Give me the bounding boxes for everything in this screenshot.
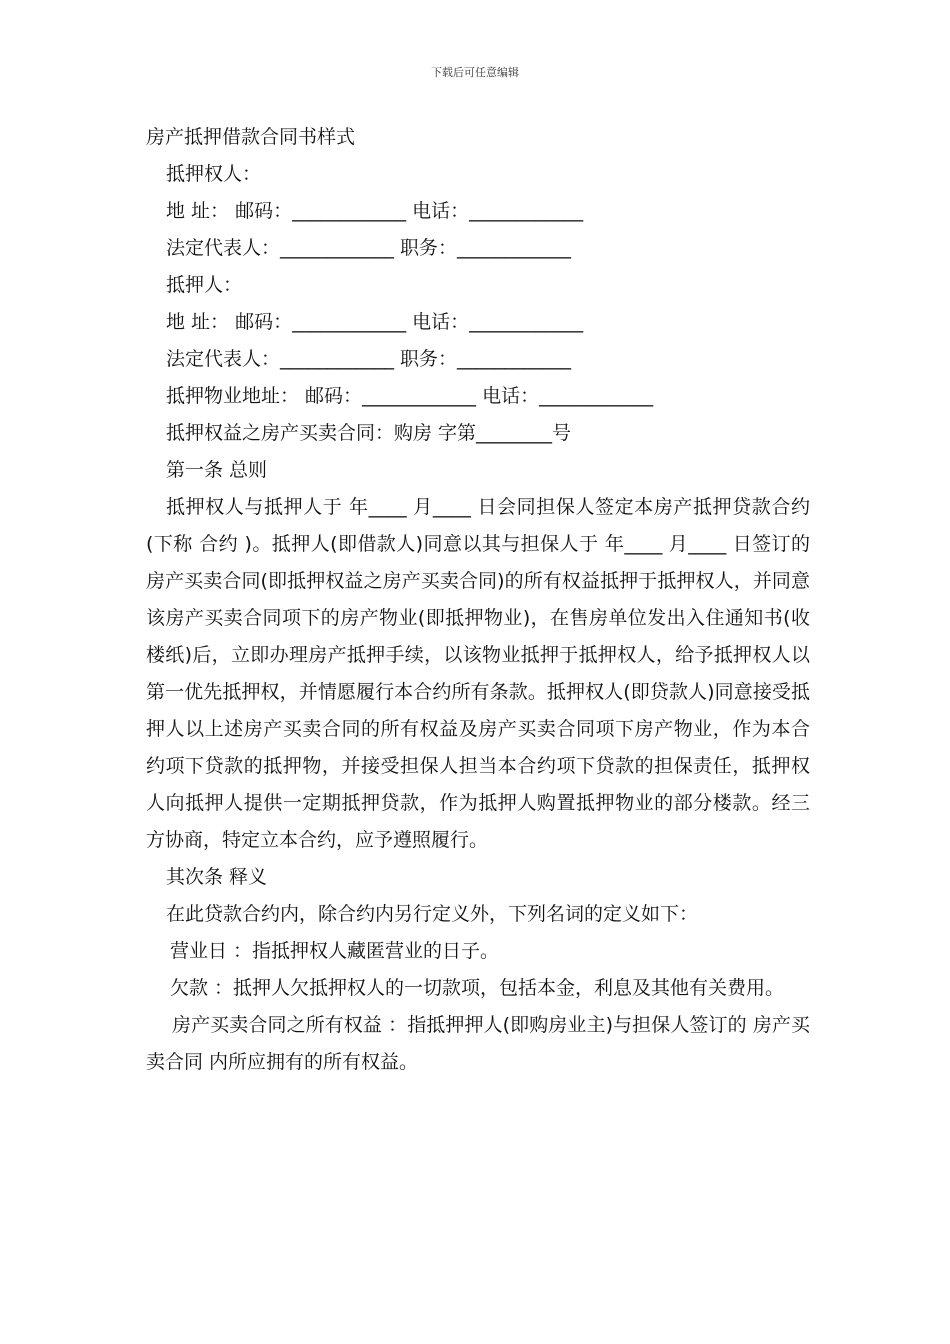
property-address-line: 抵押物业地址： 邮码：____________ 电话：____________: [166, 385, 654, 407]
document-body: [146, 119, 810, 1081]
definition-debt: 欠款 ：抵押人欠抵押权人的一切款项，包括本金，利息及其他有关费用。: [170, 977, 785, 999]
definition-contract-rights: 房产买卖合同之所有权益 ：指抵押押人(即购房业主)与担保人签订的 房产买卖合同 内所应拥有的所有权益。: [146, 1014, 810, 1073]
mortgagee-representative-line: 法定代表人：____________ 职务：____________: [166, 237, 572, 259]
purchase-contract-line: 抵押权益之房产买卖合同：购房 字第________号: [166, 422, 572, 444]
article-1-heading: 第一条 总则: [166, 459, 268, 481]
article-2-heading: 其次条 释义: [166, 866, 268, 888]
mortgagor-label: 抵押人：: [166, 274, 243, 296]
document-title: 房产抵押借款合同书样式: [146, 126, 356, 148]
mortgagor-representative-line: 法定代表人：____________ 职务：____________: [166, 348, 572, 370]
definition-business-day: 营业日 ：指抵押权人藏匿营业的日子。: [170, 940, 500, 962]
article-1-body: 抵押权人与抵押人于 年____ 月____ 日会同担保人签定本房产抵押贷款合约(下称 合约 )。抵押人(即借款人)同意以其与担保人于 年____ 月____ 日签订的房产买卖合同(即抵押权益之房产买卖合同)的所有权益抵押于抵押权人，并同意该房产买卖合同项下的房产物业(即抵押物业)，在售房单位发出入住通知书(收楼纸)后，立即办理房产抵押手续，以该物业抵押于抵押权人，给予抵押权人以第一优先抵押权，并情愿履行本合约所有条款。抵押权人(即贷款人)同意接受抵押人以上述房产买卖合同的所有权益及房产买卖合同项下房产物业，作为本合约项下贷款的抵押物，并接受担保人担当本合约项下贷款的担保责任，抵押权人向抵押人提供一定期抵押贷款，作为抵押人购置抵押物业的部分楼款。经三方协商，特定立本合约，应予遵照履行。: [146, 496, 810, 851]
mortgagee-address-line: 地 址： 邮码：____________ 电话：____________: [166, 200, 584, 222]
page-header-note: 下载后可任意编辑: [431, 66, 519, 79]
mortgagor-address-line: 地 址： 邮码：____________ 电话：____________: [166, 311, 584, 333]
article-2-intro: 在此贷款合约内，除合约内另行定义外，下列名词的定义如下：: [166, 903, 699, 925]
mortgagee-label: 抵押权人：: [166, 163, 262, 185]
